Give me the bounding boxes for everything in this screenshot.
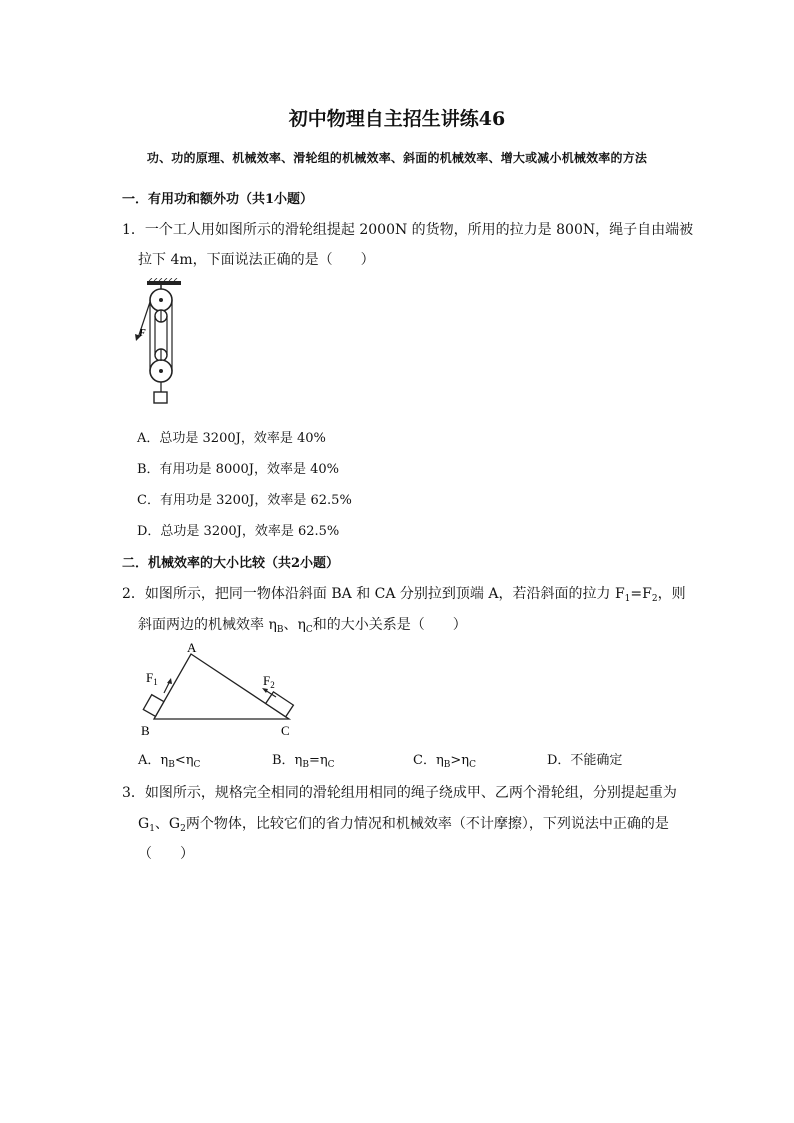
q3-stem-line3: （ ）	[138, 846, 194, 862]
q2-option-a[interactable]: A．$\eta_B<\eta_C$	[138, 753, 201, 770]
q2-option-d[interactable]: D．不能确定	[547, 753, 623, 768]
q2-option-c[interactable]: C．$\eta_B>\eta_C$	[413, 753, 476, 770]
block-left	[143, 695, 164, 717]
q2-stem-line2: 斜面两边的机械效率 $\eta_B$、$\eta_C$和的大小关系是（ ）	[138, 617, 467, 635]
incline-figure	[138, 638, 306, 740]
q2-stem-line1: 2．如图所示，把同一物体沿斜面 BA 和 CA 分别拉到顶端 A，若沿斜面的拉力 $F_1=F_2$，则	[122, 586, 686, 604]
q2-option-b[interactable]: B．$\eta_B=\eta_C$	[272, 753, 335, 770]
block-right	[266, 692, 294, 717]
force-label-f2: $F_2$	[263, 673, 275, 690]
q1-stem-line1: 1．一个工人用如图所示的滑轮组提起 2000N 的货物，所用的拉力是 800N，绳子自由端被	[122, 222, 694, 238]
force-label-f1: $F_1$	[146, 670, 158, 687]
q1-option-c[interactable]: C．有用功是 3200J，效率是 62.5%	[137, 493, 352, 508]
q3-stem-line2: $G_1$、$G_2$两个物体，比较它们的省力情况和机械效率（不计摩擦），下列说法中正确的是	[138, 816, 669, 834]
arrow-f2-icon	[262, 688, 268, 693]
arrow-f1-icon	[167, 678, 172, 684]
load-block	[154, 392, 167, 403]
vertex-label-a: A	[187, 640, 197, 655]
q1-stem-line2: 拉下 4m，下面说法正确的是（ ）	[138, 252, 375, 268]
page-subtitle: 功、功的原理、机械效率、滑轮组的机械效率、斜面的机械效率、增大或减小机械效率的方法	[146, 151, 648, 165]
ceiling-bar	[147, 281, 181, 285]
ceiling-hatch	[149, 278, 177, 281]
vertex-label-c: C	[281, 723, 290, 738]
force-label-F: F	[139, 328, 146, 339]
section-heading-2: 二．机械效率的大小比较（共2小题）	[122, 556, 340, 571]
q1-option-b[interactable]: B．有用功是 8000J，效率是 40%	[137, 462, 340, 477]
vertex-label-b: B	[141, 723, 150, 738]
pulley-system-figure	[130, 278, 190, 414]
q3-stem-line1: 3．如图所示，规格完全相同的滑轮组用相同的绳子绕成甲、乙两个滑轮组，分别提起重为	[122, 785, 677, 801]
section-heading-1: 一．有用功和额外功（共1小题）	[122, 192, 314, 207]
q1-option-a[interactable]: A．总功是 3200J，效率是 40%	[137, 431, 326, 446]
q1-option-d[interactable]: D．总功是 3200J，效率是 62.5%	[137, 524, 340, 539]
page-title: 初中物理自主招生讲练46	[288, 108, 506, 130]
